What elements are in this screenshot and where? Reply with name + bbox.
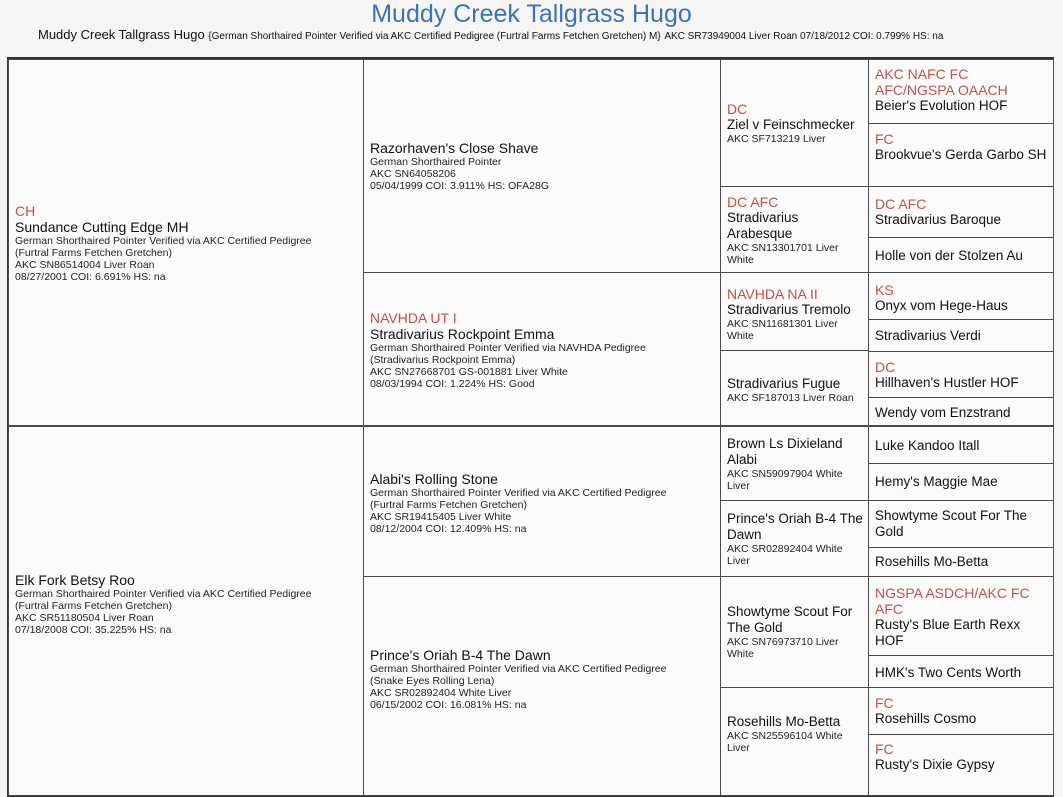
gggp-title: DC bbox=[875, 359, 896, 375]
gggp-name: Showtyme Scout For The Gold bbox=[875, 508, 1028, 539]
ggp-name: Brown Ls Dixieland Alabi bbox=[727, 436, 843, 467]
grandparent-line1: German Shorthaired Pointer Verified via NAVHDA Pedigree bbox=[370, 342, 646, 354]
gg-grandparent-box bbox=[868, 123, 1054, 187]
granddam-paternal-box bbox=[363, 272, 721, 426]
ggp-title: NAVHDA NA II bbox=[727, 286, 818, 302]
gggp-title: KS bbox=[875, 282, 894, 298]
gggp-name: Rosehills Mo-Betta bbox=[875, 554, 989, 569]
gggp-name: Rusty's Dixie Gypsy bbox=[875, 757, 995, 772]
grandparent-line3: AKC SR19415405 Liver White bbox=[370, 511, 512, 523]
grandparent-line1: German Shorthaired Pointer bbox=[370, 156, 502, 168]
dam-line1: German Shorthaired Pointer Verified via AKC Certified Pedigree bbox=[15, 588, 312, 600]
grandparent-line4: 08/03/1994 COI: 1.224% HS: Good bbox=[370, 378, 535, 390]
gg-grandparent-box bbox=[868, 576, 1054, 656]
grandsire-maternal-box bbox=[363, 426, 721, 577]
sire-line2: (Furtral Farms Fetchen Gretchen) bbox=[15, 247, 172, 259]
sire-line3: AKC SN86514004 Liver Roan bbox=[15, 259, 155, 271]
ggp-title: DC bbox=[727, 101, 748, 117]
gg-grandparent-box bbox=[868, 463, 1054, 501]
gggp-name: Stradivarius Verdi bbox=[875, 328, 981, 343]
grandparent-name: Razorhaven's Close Shave bbox=[370, 140, 539, 156]
gggp-title: AKC NAFC FC AFC/NGSPA OAACH bbox=[875, 66, 1008, 98]
ggp-name: Stradivarius Arabesque bbox=[727, 210, 799, 241]
ggp-name: Ziel v Feinschmecker bbox=[727, 117, 855, 132]
sire-line4: 08/27/2001 COI: 6.691% HS: na bbox=[15, 271, 166, 283]
gg-grandparent-box bbox=[868, 186, 1054, 238]
gg-grandparent-box bbox=[868, 351, 1054, 398]
dam-box bbox=[8, 426, 364, 796]
grandparent-name: Alabi's Rolling Stone bbox=[370, 471, 498, 487]
grandparent-line4: 06/15/2002 COI: 16.081% HS: na bbox=[370, 699, 527, 711]
gg-grandparent-box bbox=[868, 500, 1054, 548]
gg-grandparent-box bbox=[868, 237, 1054, 273]
great-grandparent-box bbox=[720, 272, 869, 351]
grandparent-line2: (Furtral Farms Fetchen Gretchen) bbox=[370, 499, 527, 511]
gg-grandparent-box bbox=[868, 687, 1054, 735]
ggp-name: Stradivarius Fugue bbox=[727, 376, 841, 391]
subject-name: Muddy Creek Tallgrass Hugo bbox=[38, 27, 205, 42]
ggp-name: Prince's Oriah B-4 The Dawn bbox=[727, 511, 863, 542]
gggp-name: Onyx vom Hege-Haus bbox=[875, 298, 1008, 313]
great-grandparent-box bbox=[720, 500, 869, 577]
great-grandparent-box bbox=[720, 186, 869, 273]
gggp-title: FC bbox=[875, 741, 894, 757]
sire-box bbox=[8, 59, 364, 426]
gggp-name: Stradivarius Baroque bbox=[875, 212, 1002, 227]
gggp-name: Wendy vom Enzstrand bbox=[875, 405, 1011, 420]
ggp-detail: AKC SN25596104 White Liver bbox=[727, 730, 843, 754]
grandparent-line3: 05/04/1999 COI: 3.911% HS: OFA28G bbox=[370, 180, 549, 192]
grandparent-line3: AKC SN27668701 GS-001881 Liver White bbox=[370, 366, 568, 378]
ggp-detail: AKC SN76973710 Liver White bbox=[727, 636, 839, 660]
gggp-name: Rosehills Cosmo bbox=[875, 711, 977, 726]
grandparent-line2: AKC SN64058206 bbox=[370, 168, 456, 180]
ggp-name: Rosehills Mo-Betta bbox=[727, 714, 841, 729]
gggp-name: Brookvue's Gerda Garbo SH bbox=[875, 147, 1047, 162]
ggp-name: Showtyme Scout For The Gold bbox=[727, 604, 853, 635]
great-grandparent-box bbox=[720, 426, 869, 501]
subject-summary bbox=[38, 27, 943, 42]
gggp-name: HMK's Two Cents Worth bbox=[875, 665, 1022, 680]
sire-line1: German Shorthaired Pointer Verified via AKC Certified Pedigree bbox=[15, 235, 312, 247]
gg-grandparent-box bbox=[868, 547, 1054, 577]
grandparent-name: Prince's Oriah B-4 The Dawn bbox=[370, 647, 551, 663]
dam-line3: AKC SR51180504 Liver Roan bbox=[15, 612, 154, 624]
grandparent-line1: German Shorthaired Pointer Verified via AKC Certified Pedigree bbox=[370, 487, 667, 499]
grandsire-paternal-box bbox=[363, 59, 721, 273]
subject-details: AKC SR73949004 Liver Roan 07/18/2012 COI: 0.799% HS: na bbox=[664, 31, 944, 42]
dam-line2: (Furtral Farms Fetchen Gretchen) bbox=[15, 600, 172, 612]
ggp-detail: AKC SN13301701 Liver White bbox=[727, 242, 839, 266]
gggp-title: DC AFC bbox=[875, 196, 927, 212]
subject-registry: {German Shorthaired Pointer Verified via AKC Certified Pedigree (Furtral Farms Fetchen Gretchen) M} bbox=[208, 31, 661, 42]
gg-grandparent-box bbox=[868, 59, 1054, 124]
grandparent-line2: (Stradivarius Rockpoint Emma) bbox=[370, 354, 516, 366]
gg-grandparent-box bbox=[868, 319, 1054, 352]
gggp-name: Hemy's Maggie Mae bbox=[875, 474, 998, 489]
gggp-name: Hillhaven's Hustler HOF bbox=[875, 375, 1019, 390]
gg-grandparent-box bbox=[868, 397, 1054, 426]
ggp-detail: AKC SR02892404 White Liver bbox=[727, 543, 843, 567]
ggp-detail: AKC SF187013 Liver Roan bbox=[727, 392, 854, 404]
gggp-title: FC bbox=[875, 695, 894, 711]
grandparent-title: NAVHDA UT I bbox=[370, 310, 457, 326]
great-grandparent-box bbox=[720, 59, 869, 187]
ggp-detail: AKC SN59097904 White Liver bbox=[727, 468, 843, 492]
ggp-detail: AKC SN11681301 Liver White bbox=[727, 318, 838, 342]
page-title: Muddy Creek Tallgrass Hugo bbox=[371, 0, 692, 28]
dam-name: Elk Fork Betsy Roo bbox=[15, 572, 135, 588]
great-grandparent-box bbox=[720, 576, 869, 688]
grandparent-line3: AKC SR02892404 White Liver bbox=[370, 687, 512, 699]
gggp-title: NGSPA ASDCH/AKC FC AFC bbox=[875, 585, 1030, 617]
granddam-maternal-box bbox=[363, 576, 721, 796]
sire-name: Sundance Cutting Edge MH bbox=[15, 219, 189, 235]
gg-grandparent-box bbox=[868, 655, 1054, 688]
gggp-name: Rusty's Blue Earth Rexx HOF bbox=[875, 617, 1021, 648]
gggp-name: Luke Kandoo Itall bbox=[875, 438, 980, 453]
gg-grandparent-box bbox=[868, 272, 1054, 320]
great-grandparent-box bbox=[720, 687, 869, 796]
ggp-name: Stradivarius Tremolo bbox=[727, 302, 851, 317]
gggp-name: Beier's Evolution HOF bbox=[875, 98, 1008, 113]
grandparent-line4: 08/12/2004 COI: 12.409% HS: na bbox=[370, 523, 527, 535]
sire-title: CH bbox=[15, 203, 36, 219]
great-grandparent-box bbox=[720, 350, 869, 426]
grandparent-name: Stradivarius Rockpoint Emma bbox=[370, 326, 555, 342]
grandparent-line1: German Shorthaired Pointer Verified via AKC Certified Pedigree bbox=[370, 663, 667, 675]
gg-grandparent-box bbox=[868, 426, 1054, 464]
grandparent-line2: (Snake Eyes Rolling Lena) bbox=[370, 675, 495, 687]
gggp-name: Holle von der Stolzen Au bbox=[875, 248, 1023, 263]
ggp-detail: AKC SF713219 Liver bbox=[727, 133, 826, 145]
ggp-title: DC AFC bbox=[727, 194, 779, 210]
gggp-title: FC bbox=[875, 131, 894, 147]
dam-line4: 07/18/2008 COI: 35.225% HS: na bbox=[15, 624, 172, 636]
gg-grandparent-box bbox=[868, 734, 1054, 796]
